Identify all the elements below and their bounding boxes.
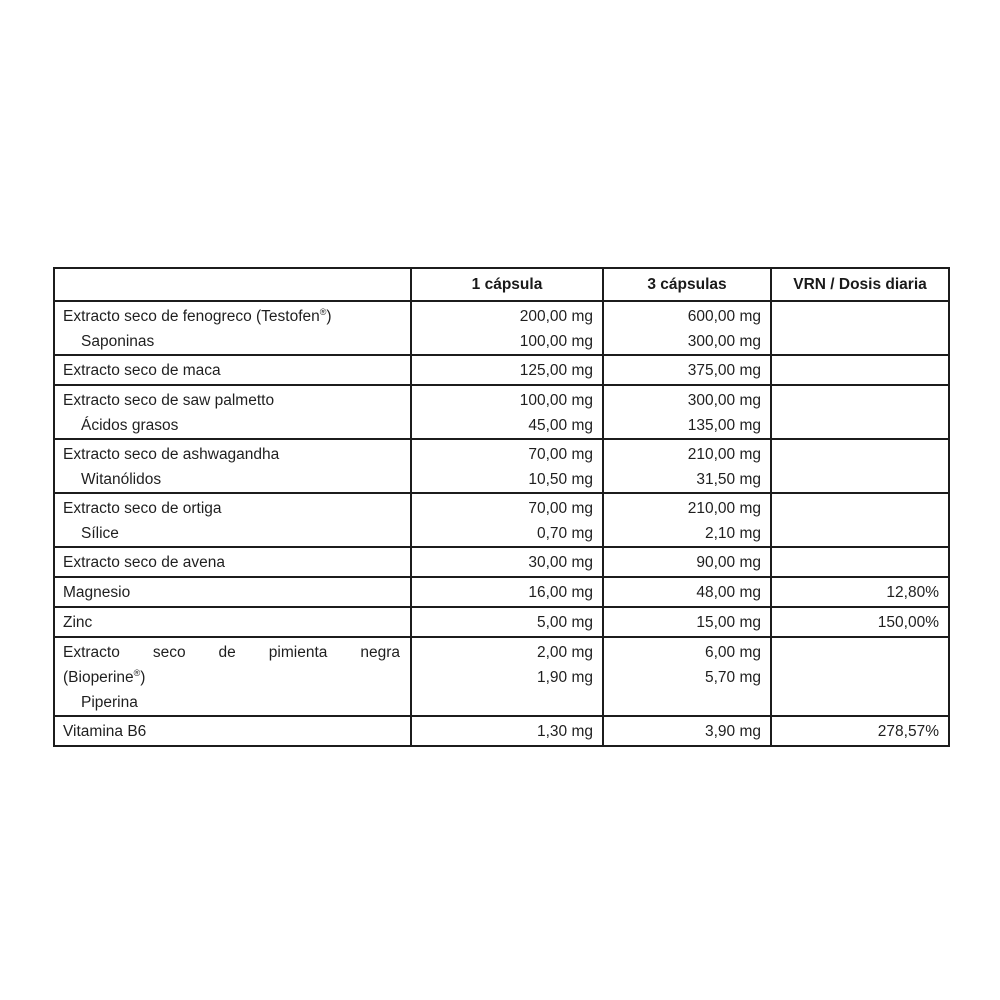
amount-value: 6,00 mg [704,644,761,661]
cell-amount-3-capsulas [603,355,771,385]
ingredient-name-line: (Bioperine®) [63,667,146,686]
ingredient-name-line: Extracto seco de pimienta negra [63,644,400,661]
amount-value: 70,00 mg [528,446,593,463]
cell-ingredient-name [54,637,411,716]
cell-ingredient-name [54,716,411,746]
amount-value: 15,00 mg [696,613,761,631]
amount-value: 300,00 mg [687,333,761,350]
cell-vrn-percent [771,577,949,607]
cell-ingredient-name [54,493,411,547]
cell-amount-3-capsulas [603,716,771,746]
ingredient-name-line: Vitamina B6 [63,722,147,740]
amount-value: 200,00 mg [519,308,593,325]
ingredient-name-line: Extracto seco de avena [63,553,225,571]
vrn-percent-value: 12,80% [886,583,939,601]
table-row [54,637,949,716]
cell-amount-1-capsula [411,439,603,493]
registered-trademark-symbol: ® [319,306,327,317]
ingredient-name-line: Zinc [63,613,93,631]
ingredient-name-line: Extracto seco de ashwagandha [63,446,280,463]
cell-amount-3-capsulas [603,577,771,607]
cell-ingredient-name [54,355,411,385]
cell-vrn-percent [771,385,949,439]
cell-ingredient-name [54,547,411,577]
amount-value: 48,00 mg [696,583,761,601]
table-row [54,385,949,439]
ingredient-name-line: Piperina [81,694,138,711]
header-vrn-dosis-diaria: VRN / Dosis diaria [771,268,949,301]
amount-value: 3,90 mg [704,722,761,740]
table-row [54,439,949,493]
amount-value: 210,00 mg [687,500,761,517]
amount-value: 70,00 mg [528,500,593,517]
cell-ingredient-name [54,607,411,637]
amount-value: 135,00 mg [687,417,761,434]
cell-amount-1-capsula [411,301,603,355]
ingredients-table-body [54,301,949,746]
amount-value: 100,00 mg [519,392,593,409]
table-row [54,716,949,746]
cell-amount-3-capsulas [603,607,771,637]
cell-amount-1-capsula [411,547,603,577]
cell-ingredient-name [54,577,411,607]
cell-vrn-percent [771,637,949,716]
cell-ingredient-name [54,301,411,355]
ingredient-name-line: Extracto seco de ortiga [63,500,222,517]
table-row [54,493,949,547]
header-1-capsula: 1 cápsula [411,268,603,301]
cell-amount-3-capsulas [603,547,771,577]
ingredient-name-line: Ácidos grasos [81,417,179,434]
cell-amount-1-capsula [411,637,603,716]
cell-amount-3-capsulas [603,301,771,355]
amount-value: 100,00 mg [519,333,593,350]
registered-trademark-symbol: ® [133,667,141,678]
cell-amount-1-capsula [411,493,603,547]
amount-value: 2,10 mg [704,525,761,542]
table-header-row [54,268,949,301]
supplement-facts-table [53,267,950,747]
ingredient-name-line: Extracto seco de saw palmetto [63,392,275,409]
amount-value: 31,50 mg [696,471,761,488]
ingredient-name-line: Saponinas [81,333,155,350]
amount-value: 90,00 mg [696,553,761,571]
ingredient-name-line: Extracto seco de maca [63,361,221,379]
cell-ingredient-name [54,439,411,493]
cell-vrn-percent [771,355,949,385]
amount-value: 375,00 mg [687,361,761,379]
header-ingredient [54,268,411,301]
table-row [54,355,949,385]
amount-value: 2,00 mg [536,644,593,661]
table-row [54,547,949,577]
amount-value: 5,70 mg [704,669,761,686]
cell-amount-1-capsula [411,716,603,746]
amount-value: 1,30 mg [536,722,593,740]
amount-value: 1,90 mg [536,669,593,686]
amount-value: 125,00 mg [519,361,593,379]
cell-amount-1-capsula [411,577,603,607]
amount-value: 30,00 mg [528,553,593,571]
ingredient-name-line: Witanólidos [81,471,162,488]
supplement-facts-table-container [53,267,948,747]
cell-vrn-percent [771,607,949,637]
table-row [54,607,949,637]
amount-value: 45,00 mg [528,417,593,434]
amount-value: 600,00 mg [687,308,761,325]
amount-value: 300,00 mg [687,392,761,409]
cell-amount-3-capsulas [603,385,771,439]
cell-amount-3-capsulas [603,439,771,493]
table-row [54,301,949,355]
cell-amount-3-capsulas [603,493,771,547]
cell-vrn-percent [771,716,949,746]
cell-vrn-percent [771,439,949,493]
amount-value: 16,00 mg [528,583,593,601]
vrn-percent-value: 150,00% [877,613,939,631]
cell-amount-1-capsula [411,385,603,439]
cell-amount-1-capsula [411,355,603,385]
vrn-percent-value: 278,57% [877,722,939,740]
cell-vrn-percent [771,547,949,577]
header-3-capsulas: 3 cápsulas [603,268,771,301]
cell-ingredient-name [54,385,411,439]
cell-vrn-percent [771,301,949,355]
ingredient-name-line: Extracto seco de fenogreco (Testofen®) [63,306,332,325]
ingredient-name-line: Magnesio [63,583,131,601]
amount-value: 10,50 mg [528,471,593,488]
amount-value: 210,00 mg [687,446,761,463]
table-row [54,577,949,607]
amount-value: 0,70 mg [536,525,593,542]
ingredient-name-line: Sílice [81,525,119,542]
amount-value: 5,00 mg [536,613,593,631]
cell-amount-1-capsula [411,607,603,637]
cell-vrn-percent [771,493,949,547]
cell-amount-3-capsulas [603,637,771,716]
